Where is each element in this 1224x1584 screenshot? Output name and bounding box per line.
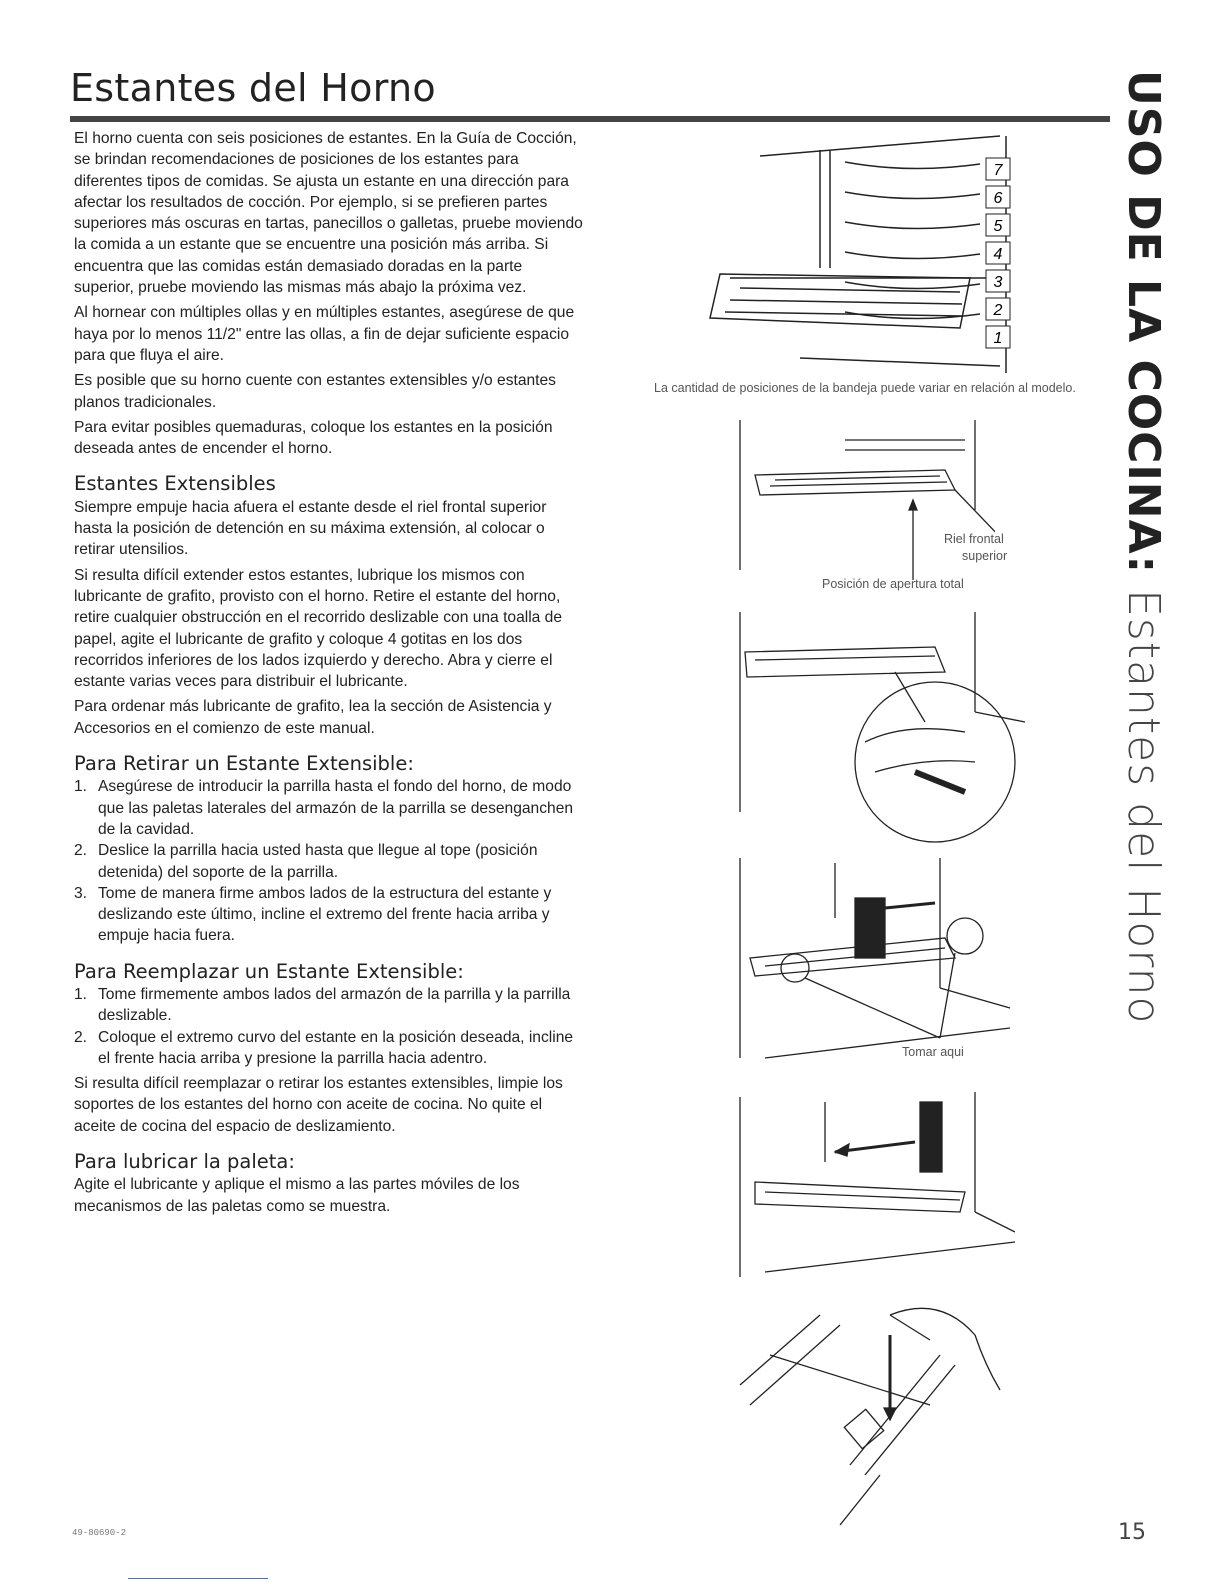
lubricar-paragraph: Agite el lubricante y aplique el mismo a las partes móviles de los mecanismos de las paletas como se muestra. xyxy=(74,1176,520,1215)
step-number: 3. xyxy=(74,884,88,902)
replace-rack-illustration xyxy=(735,1092,1015,1282)
list-item xyxy=(74,984,584,1027)
heading-estantes-extensibles: Estantes Extensibles xyxy=(74,472,276,496)
side-tab-text xyxy=(1118,70,1169,1024)
step-number: 2. xyxy=(74,842,88,860)
rack-number: 5 xyxy=(993,218,1003,235)
footer-code: 49-80690-2 xyxy=(72,1528,127,1538)
lubricate-illustration xyxy=(730,1295,1020,1540)
page-number: 15 xyxy=(1118,1520,1146,1545)
extensibles-paragraph: Para ordenar más lubricante de grafito, lea la sección de Asistencia y Accesorios en el comienzo de este manual. xyxy=(74,698,552,737)
step-number: 2. xyxy=(74,1028,88,1046)
rack-number: 2 xyxy=(993,302,1003,319)
intro-paragraph: El horno cuenta con seis posiciones de estantes. En la Guía de Cocción, se brindan recomendaciones de posiciones de los estantes para diferentes tipos de comidas. Se ajusta un estante en una dirección para afectar los resultados de cocción. Por ejemplo, si se prefieren partes superiores más oscuras en tartas, panecillos o galletas, pruebe moviendo la comida a un estante que se encuentre una posición más arriba. Si encuentra que las comidas están demasiado doradas en la parte superior, pruebe moviendo las mismas más abajo la próxima vez. xyxy=(74,130,583,297)
side-tab-light: Estantes del Horno xyxy=(1118,574,1169,1025)
list-item xyxy=(74,840,584,883)
intro-section xyxy=(74,128,584,459)
rack-number: 4 xyxy=(993,246,1003,263)
title-rule xyxy=(70,116,1110,122)
figure-rack-positions xyxy=(700,128,1040,373)
bottom-link-line xyxy=(128,1578,268,1579)
label-tomar-aqui: Tomar aqui xyxy=(902,1045,964,1059)
reemplazar-steps xyxy=(74,984,584,1069)
step-text: Deslice la parrilla hacia usted hasta que llegue al tope (posición detenida) del soporte de la parrilla. xyxy=(98,842,538,881)
intro-paragraph: Para evitar posibles quemaduras, coloque los estantes en la posición deseada antes de encender el horno. xyxy=(74,418,553,458)
list-item xyxy=(74,883,584,947)
step-number: 1. xyxy=(74,778,88,796)
figure-replace-rack xyxy=(735,1092,1015,1282)
rack-positions-illustration xyxy=(700,128,1040,373)
retirar-steps xyxy=(74,776,584,946)
side-tab-bold: USO DE LA COCINA: xyxy=(1118,70,1169,575)
heading-retirar: Para Retirar un Estante Extensible: xyxy=(74,752,414,776)
heading-reemplazar: Para Reemplazar un Estante Extensible: xyxy=(74,959,464,983)
remove-rack-illustration xyxy=(735,612,1035,852)
rack-number: 3 xyxy=(993,274,1003,291)
step-text: Coloque el extremo curvo del estante en la posición deseada, incline el frente hacia arriba y presione la parrilla hacia adentro. xyxy=(98,1028,574,1067)
page-title: Estantes del Horno xyxy=(70,66,436,110)
label-riel: Riel frontal xyxy=(944,532,1004,546)
reemplazar-note: Si resulta difícil reemplazar o retirar los estantes extensibles, limpie los soportes de los estantes del horno con aceite de cocina. No quite el aceite de cocina del espacio de deslizamiento. xyxy=(74,1075,563,1135)
figure-extended-rack xyxy=(735,420,995,580)
list-item xyxy=(74,776,584,840)
step-text: Asegúrese de introducir la parrilla hasta el fondo del horno, de modo que las paletas laterales del armazón de la parrilla se desenganchen de la cavidad. xyxy=(98,778,574,838)
left-column xyxy=(74,128,584,1221)
label-posicion: Posición de apertura total xyxy=(822,577,964,591)
rack-number: 6 xyxy=(993,190,1003,207)
figure-lubricate xyxy=(730,1295,1020,1540)
figure-caption: La cantidad de posiciones de la bandeja puede variar en relación al modelo. xyxy=(654,381,1076,395)
intro-paragraph: Al hornear con múltiples ollas y en múltiples estantes, asegúrese de que haya por lo menos 11/2" entre las ollas, a fin de dejar suficiente espacio para que fluya el aire. xyxy=(74,304,575,364)
grab-rack-illustration xyxy=(735,858,1015,1068)
extensibles-paragraph: Si resulta difícil extender estos estantes, lubrique los mismos con lubricante de grafito, provisto con el horno. Retire el estante del horno, retire cualquier obstrucción en el recorrido deslizable con una toalla de papel, agite el lubricante de grafito y coloque 4 gotitas en los dos recorridos inferiores de los lados izquierdo y derecho. Abra y cierre el estante varias veces para distribuir el lubricante. xyxy=(74,566,563,691)
figure-grab-rack xyxy=(735,858,1015,1068)
list-item xyxy=(74,1027,584,1070)
step-text: Tome de manera firme ambos lados de la estructura del estante y deslizando este último, incline el extremo del frente hacia arriba y empuje hacia fuera. xyxy=(98,884,552,945)
extended-rack-illustration xyxy=(735,420,995,580)
figure-remove-rack xyxy=(735,612,1035,852)
step-text: Tome firmemente ambos lados del armazón de la parrilla y la parrilla deslizable. xyxy=(98,985,571,1025)
side-tab xyxy=(1118,70,1170,1025)
label-riel-2: superior xyxy=(962,549,1008,563)
rack-number-labels xyxy=(986,158,1010,348)
extensibles-paragraph: Siempre empuje hacia afuera el estante desde el riel frontal superior hasta la posición de detención en su máxima extensión, al colocar o retirar utensilios. xyxy=(74,498,547,559)
step-number: 1. xyxy=(74,985,88,1003)
heading-lubricar: Para lubricar la paleta: xyxy=(74,1150,295,1174)
intro-paragraph: Es posible que su horno cuente con estantes extensibles y/o estantes planos tradicionales. xyxy=(74,372,556,411)
rack-number: 1 xyxy=(993,330,1003,347)
rack-number: 7 xyxy=(993,162,1003,179)
